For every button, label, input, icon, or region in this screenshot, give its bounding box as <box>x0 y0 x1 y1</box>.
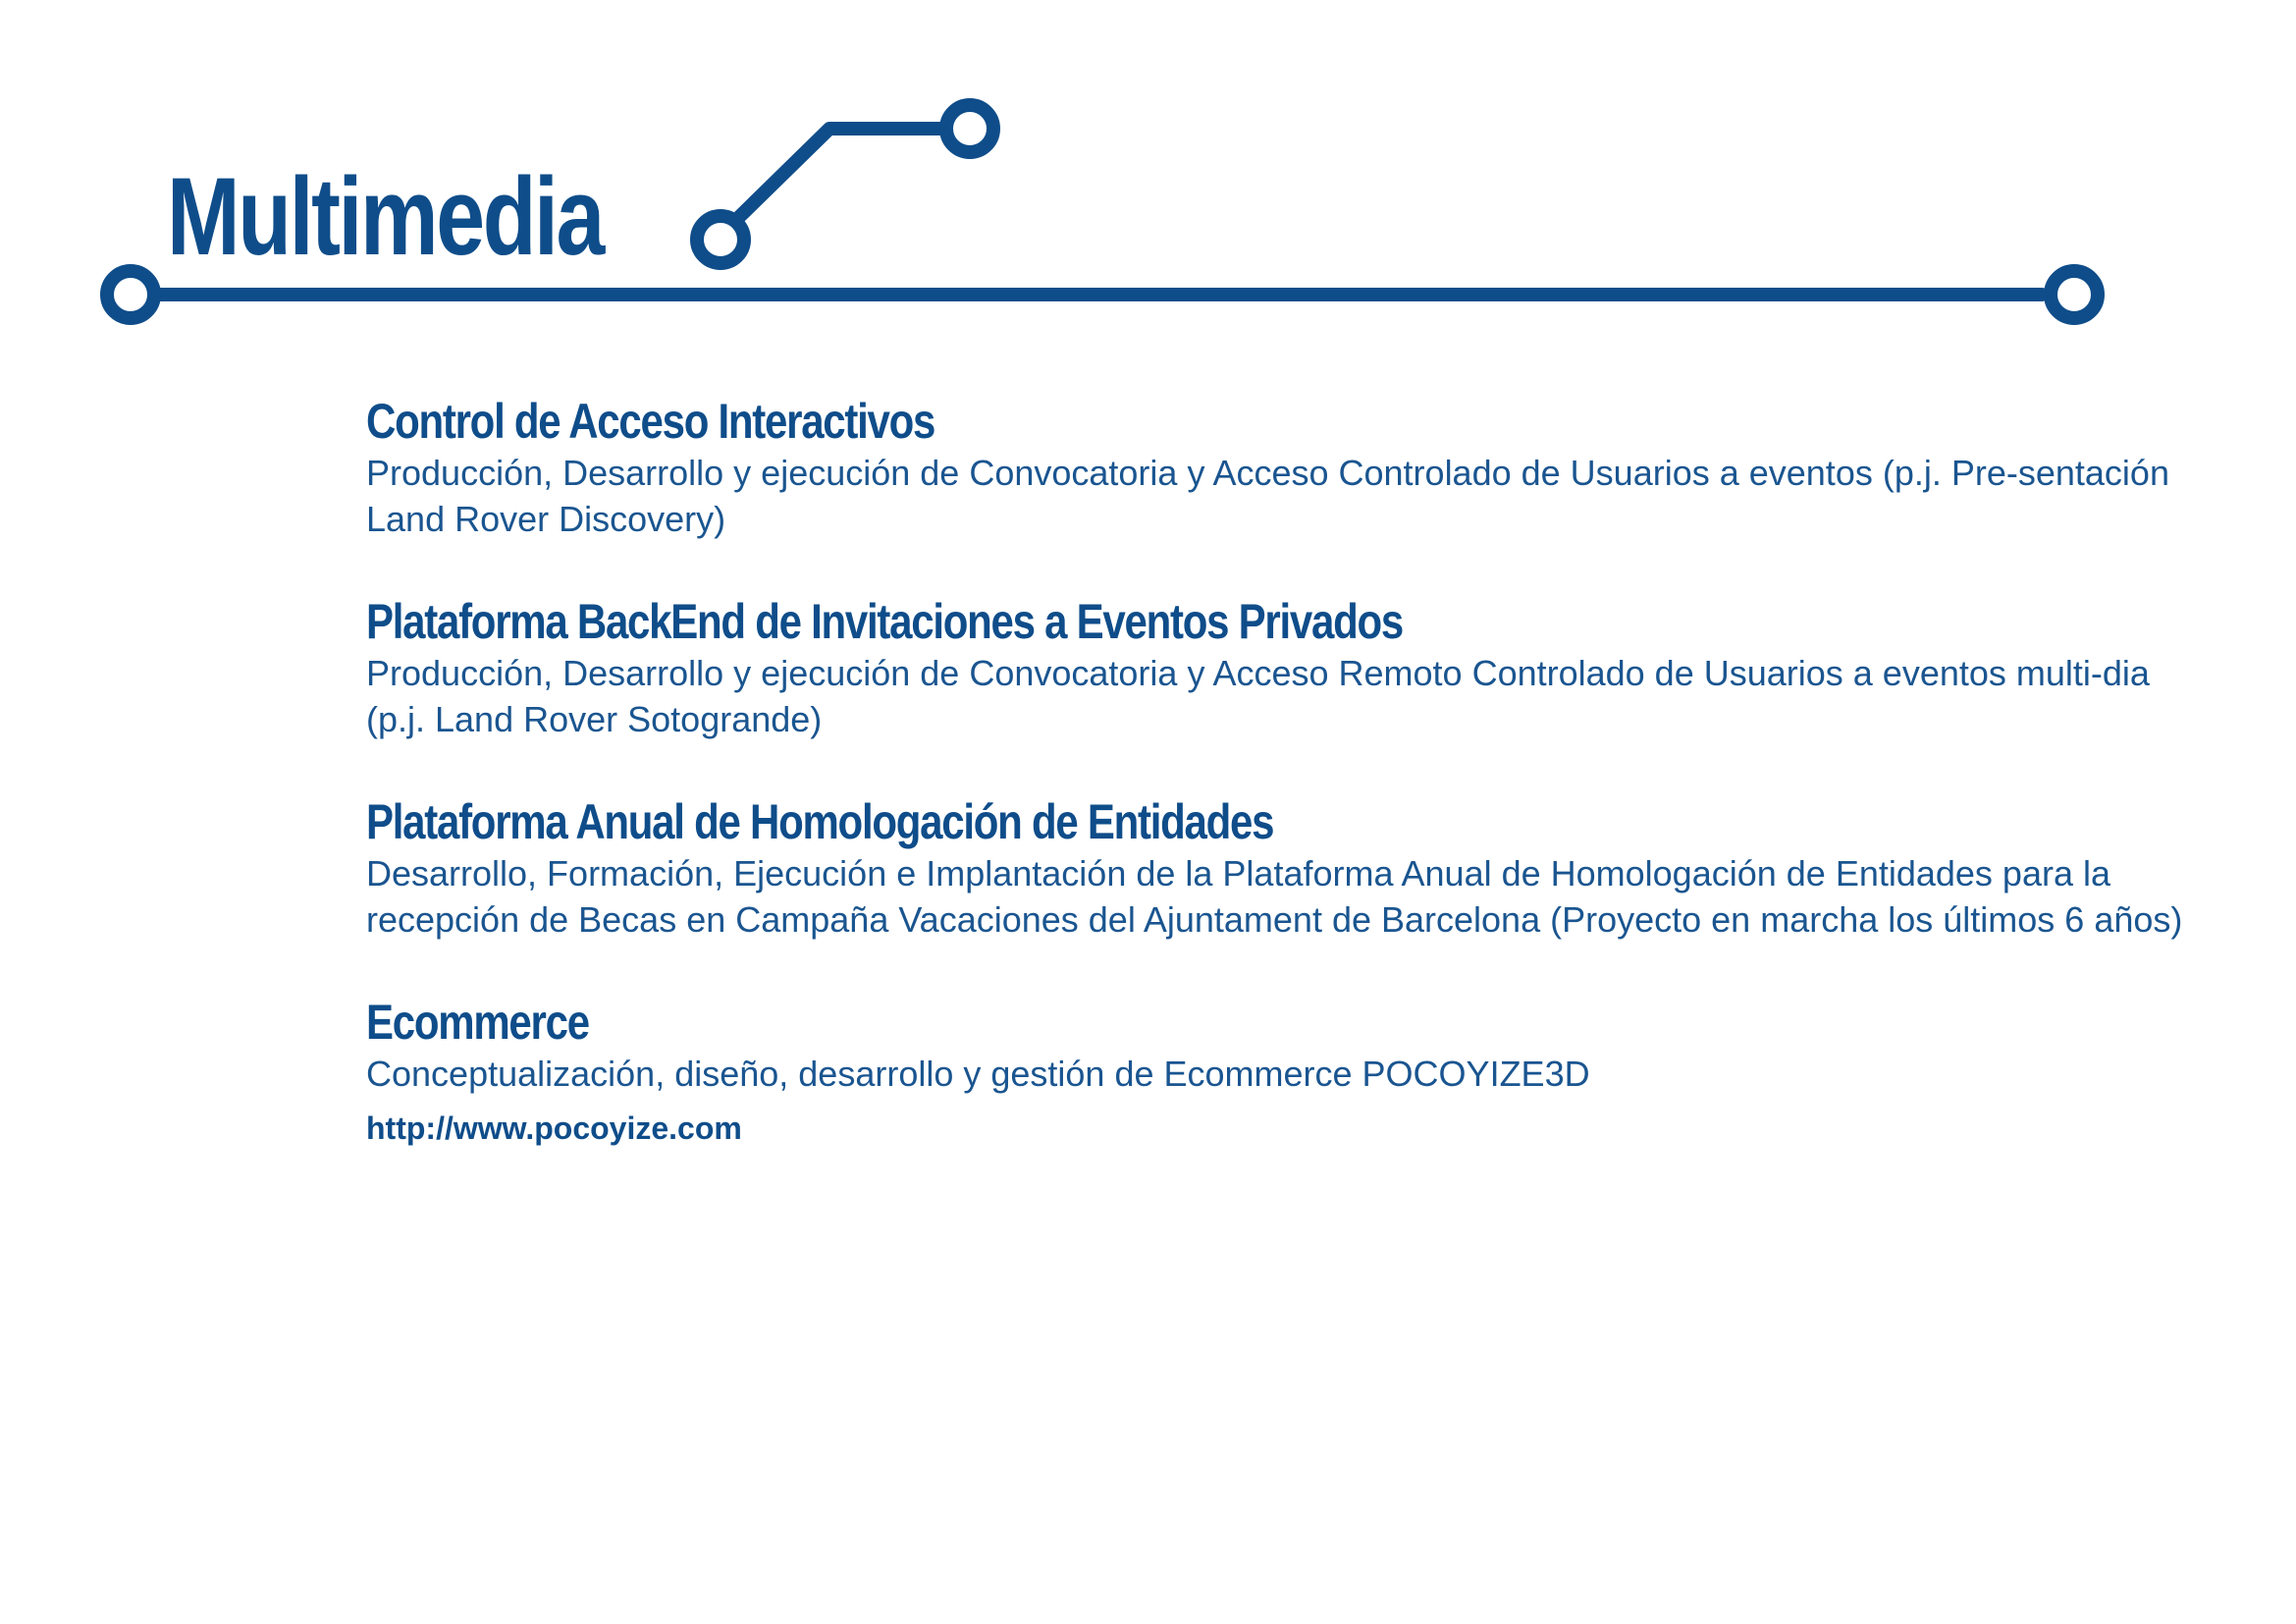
section-title: Plataforma Anual de Homologación de Entidades <box>366 794 1274 849</box>
circuit-node-right <box>2051 271 2098 318</box>
section-description: Producción, Desarrollo y ejecución de Convocatoria y Acceso Remoto Controlado de Usuarios a eventos multi-dia (p.j. Land Rover Sotogrande) <box>366 653 2150 739</box>
circuit-diagonal-trace <box>738 129 942 218</box>
section-title: Ecommerce <box>366 995 589 1050</box>
section-description: Conceptualización, diseño, desarrollo y gestión de Ecommerce POCOYIZE3D <box>366 1054 1590 1094</box>
page-title: Multimedia <box>167 155 603 278</box>
services-list <box>366 393 2231 1199</box>
section-plataforma-homologacion <box>366 793 2231 943</box>
section-plataforma-backend <box>366 593 2231 742</box>
section-title: Plataforma BackEnd de Invitaciones a Eventos Privados <box>366 594 1403 649</box>
section-ecommerce <box>366 994 2231 1148</box>
ecommerce-link[interactable]: http://www.pocoyize.com <box>366 1110 742 1146</box>
circuit-node-left <box>107 271 154 318</box>
section-description: Producción, Desarrollo y ejecución de Convocatoria y Acceso Controlado de Usuarios a eventos (p.j. Pre-sentación Land Rover Discovery) <box>366 453 2169 539</box>
circuit-node-upper <box>946 105 993 152</box>
section-control-acceso <box>366 393 2231 542</box>
section-title: Control de Acceso Interactivos <box>366 394 935 449</box>
section-description: Desarrollo, Formación, Ejecución e Implantación de la Plataforma Anual de Homologación de Entidades para la recepción de Becas en Campaña Vacaciones del Ajuntament de Barcelona (Proyecto en marcha los últimos 6 años) <box>366 853 2183 940</box>
circuit-node-lower <box>697 216 744 263</box>
